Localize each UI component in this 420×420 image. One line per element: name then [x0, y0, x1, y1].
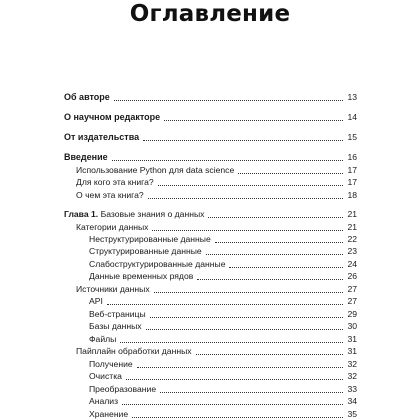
toc-page-number: 13: [347, 92, 357, 102]
dot-leader: [114, 100, 343, 101]
toc-page-number: 31: [347, 334, 357, 344]
toc-page-number: 27: [347, 284, 357, 294]
toc-page-number: 21: [347, 222, 357, 232]
dot-leader: [196, 354, 343, 355]
toc-entry[interactable]: [0, 308, 420, 320]
toc-page-number: 23: [347, 246, 357, 256]
toc-entry[interactable]: [0, 208, 420, 220]
toc-entry-title: Неструктурированные данные: [89, 234, 211, 244]
toc-page-number: 22: [347, 234, 357, 244]
toc-entry[interactable]: [0, 151, 420, 163]
dot-leader: [164, 120, 343, 121]
toc-page-number: 33: [347, 384, 357, 394]
toc-entry-title: Использование Python для data science: [76, 165, 235, 175]
toc-page-number: 17: [347, 165, 357, 175]
dot-leader: [150, 317, 343, 318]
dot-leader: [160, 392, 343, 393]
toc-entry-title: API: [89, 296, 103, 306]
toc-page-number: 21: [347, 209, 357, 219]
dot-leader: [148, 198, 343, 199]
toc-entry-title: Структурированные данные: [89, 246, 202, 256]
toc-entry-title: Пайплайн обработки данных: [76, 346, 192, 356]
toc-entry[interactable]: [0, 258, 420, 270]
dot-leader: [137, 367, 343, 368]
dot-leader: [146, 329, 343, 330]
dot-leader: [143, 140, 343, 141]
dot-leader: [229, 267, 343, 268]
toc-entry-title: О научном редакторе: [64, 112, 161, 122]
toc-entry-title: От издательства: [64, 132, 140, 142]
toc-page-number: 26: [347, 271, 357, 281]
chapter-title: Базовые знания о данных: [100, 209, 205, 219]
toc-page-number: 32: [347, 359, 357, 369]
toc-page-number: 16: [347, 152, 357, 162]
toc-entry[interactable]: [0, 370, 420, 382]
toc-entry[interactable]: [0, 345, 420, 357]
toc-entry[interactable]: [0, 189, 420, 201]
dot-leader: [120, 342, 343, 343]
toc-entry-title: О чем эта книга?: [76, 190, 144, 200]
toc-entry-title: Данные временных рядов: [89, 271, 194, 281]
toc-page-number: 18: [347, 190, 357, 200]
toc-page-number: 35: [347, 409, 357, 419]
toc-entry[interactable]: [0, 176, 420, 188]
toc-entry[interactable]: [0, 383, 420, 395]
toc-entry[interactable]: [0, 270, 420, 282]
toc-entry-title: Файлы: [89, 334, 117, 344]
toc-entry[interactable]: [0, 233, 420, 245]
toc-entry-title: [64, 209, 206, 220]
toc-entry[interactable]: [0, 91, 420, 103]
dot-leader: [238, 173, 343, 174]
chapter-number: Глава 1.: [64, 209, 99, 219]
toc-entry[interactable]: [0, 295, 420, 307]
dot-leader: [206, 254, 343, 255]
dot-leader: [126, 379, 343, 380]
toc-entry-title: Введение: [64, 152, 108, 162]
toc-entry[interactable]: [0, 164, 420, 176]
toc-page-number: 15: [347, 132, 357, 142]
toc-page-number: 31: [347, 346, 357, 356]
dot-leader: [112, 160, 343, 161]
toc-entry[interactable]: [0, 333, 420, 345]
toc-entry-title: Базы данных: [89, 321, 142, 331]
toc-entry[interactable]: [0, 131, 420, 143]
dot-leader: [132, 417, 343, 418]
dot-leader: [208, 217, 343, 218]
toc-page-number: 14: [347, 112, 357, 122]
dot-leader: [215, 242, 343, 243]
toc-page-number: 24: [347, 259, 357, 269]
dot-leader: [152, 230, 343, 231]
toc-entry-title: Для кого эта книга?: [76, 177, 154, 187]
toc-entry[interactable]: [0, 320, 420, 332]
page-title: Оглавление: [129, 1, 291, 27]
dot-leader: [107, 304, 343, 305]
toc-entry[interactable]: [0, 395, 420, 407]
dot-leader: [122, 404, 343, 405]
toc-entry-title: Об авторе: [64, 92, 110, 102]
toc-page-number: 32: [347, 371, 357, 381]
toc-entry[interactable]: [0, 283, 420, 295]
toc-entry[interactable]: [0, 221, 420, 233]
toc-entry[interactable]: [0, 111, 420, 123]
toc-page-number: 30: [347, 321, 357, 331]
dot-leader: [154, 292, 343, 293]
toc-entry-title: Категории данных: [76, 222, 149, 232]
toc-page-number: 27: [347, 296, 357, 306]
toc-entry-title: Преобразование: [89, 384, 157, 394]
toc-entry[interactable]: [0, 245, 420, 257]
toc-entry-title: Веб-страницы: [89, 309, 146, 319]
toc-entry[interactable]: [0, 408, 420, 420]
toc-page-number: 17: [347, 177, 357, 187]
toc-entry[interactable]: [0, 358, 420, 370]
dot-leader: [158, 185, 343, 186]
toc-entry-title: Очистка: [89, 371, 122, 381]
toc-page-number: 29: [347, 309, 357, 319]
toc-entry-title: Источники данных: [76, 284, 150, 294]
toc-entry-title: Анализ: [89, 396, 119, 406]
toc-entry-title: Слабоструктурированные данные: [89, 259, 226, 269]
toc-entry-title: Получение: [89, 359, 133, 369]
toc-page-number: 34: [347, 396, 357, 406]
dot-leader: [197, 279, 343, 280]
toc-entry-title: Хранение: [89, 409, 129, 419]
